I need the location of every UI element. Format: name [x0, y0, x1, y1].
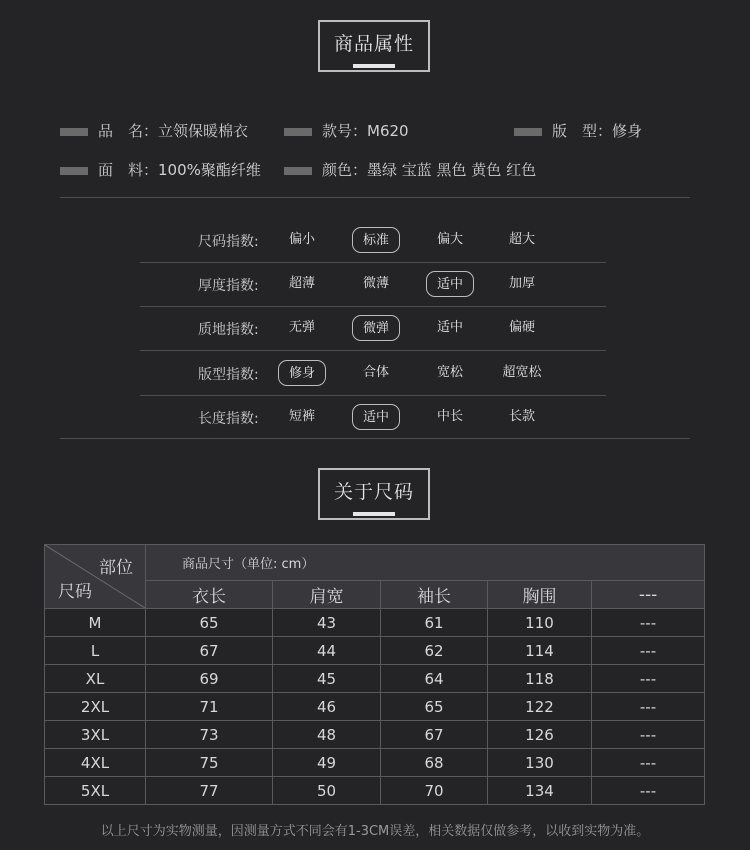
attr-fit-text: 版 型：修身: [552, 122, 643, 140]
measurement-cell: ---: [592, 637, 705, 665]
column-header: 衣长: [146, 581, 273, 609]
measurement-cell: 43: [273, 609, 381, 637]
measurement-cell: 44: [273, 637, 381, 665]
column-header: 胸围: [488, 581, 592, 609]
measurement-cell: 68: [381, 749, 488, 777]
index-option-selected: 标准: [352, 227, 400, 253]
index-label: 版型指数:: [198, 367, 259, 383]
column-header: 袖长: [381, 581, 488, 609]
attr-product-name: [60, 120, 248, 141]
index-label: 质地指数:: [198, 322, 259, 338]
measurement-cell: 110: [488, 609, 592, 637]
table-row: [45, 721, 705, 749]
index-option: 适中: [436, 320, 463, 335]
measurement-cell: 67: [146, 637, 273, 665]
index-label: 长度指数:: [198, 411, 259, 427]
measurement-cell: 114: [488, 637, 592, 665]
index-option: 合体: [362, 365, 389, 380]
bullet-block: [284, 128, 312, 136]
column-header: 肩宽: [273, 581, 381, 609]
size-cell: 4XL: [45, 749, 146, 777]
measurement-cell: 77: [146, 777, 273, 805]
index-option-selected: 适中: [352, 404, 400, 430]
measurement-cell: 49: [273, 749, 381, 777]
footnote: 以上尺寸为实物测量，因测量方式不同会有1-3CM误差，相关数据仅做参考，以收到实物为准。: [100, 824, 650, 839]
measurement-cell: 46: [273, 693, 381, 721]
attr-colors-text: 颜色：墨绿 宝蓝 黑色 黄色 红色: [322, 161, 537, 179]
divider: [60, 438, 690, 439]
measurement-cell: ---: [592, 777, 705, 805]
section-title-text: 商品属性: [333, 33, 414, 55]
attr-model-number: [284, 120, 409, 141]
index-option: 加厚: [508, 276, 535, 291]
corner-label-size: 尺码: [58, 582, 92, 602]
measurement-cell: 65: [146, 609, 273, 637]
table-row: [45, 609, 705, 637]
measurement-cell: 71: [146, 693, 273, 721]
measurement-cell: 73: [146, 721, 273, 749]
measurement-cell: 126: [488, 721, 592, 749]
table-row: [45, 693, 705, 721]
measurement-cell: 61: [381, 609, 488, 637]
table-row: [45, 637, 705, 665]
size-cell: 2XL: [45, 693, 146, 721]
title-underline: [353, 64, 395, 68]
measurement-cell: ---: [592, 665, 705, 693]
section-title-product-attributes: [318, 20, 430, 72]
index-row: [140, 306, 606, 350]
index-option: 微薄: [362, 276, 389, 291]
bullet-block: [60, 128, 88, 136]
size-cell: M: [45, 609, 146, 637]
index-option: 超大: [508, 232, 535, 247]
measurement-cell: 69: [146, 665, 273, 693]
title-underline: [353, 512, 395, 516]
measurement-cell: 62: [381, 637, 488, 665]
attr-fabric-text: 面 料：100%聚酯纤维: [98, 161, 261, 179]
section-title-about-size: [318, 468, 430, 520]
measurement-cell: 67: [381, 721, 488, 749]
size-cell: L: [45, 637, 146, 665]
divider: [60, 197, 690, 198]
unit-note: 商品尺寸（单位: cm）: [146, 545, 705, 581]
index-option: 偏大: [436, 232, 463, 247]
index-option: 短裤: [288, 409, 315, 424]
index-option: 长款: [508, 409, 535, 424]
index-row: [140, 262, 606, 306]
bullet-block: [60, 167, 88, 175]
measurement-cell: 75: [146, 749, 273, 777]
index-option: 超宽松: [502, 365, 542, 380]
attr-colors: [284, 159, 536, 180]
index-option-selected: 修身: [278, 360, 326, 386]
index-row: [140, 395, 606, 439]
section-title-text: 关于尺码: [333, 481, 414, 503]
measurement-cell: 134: [488, 777, 592, 805]
index-row: [140, 218, 606, 262]
measurement-cell: 130: [488, 749, 592, 777]
index-option-selected: 微弹: [352, 315, 400, 341]
size-cell: 3XL: [45, 721, 146, 749]
measurement-cell: 45: [273, 665, 381, 693]
size-cell: XL: [45, 665, 146, 693]
index-label: 厚度指数:: [198, 278, 259, 294]
column-header: ---: [592, 581, 705, 609]
bullet-block: [514, 128, 542, 136]
index-option: 偏硬: [508, 320, 535, 335]
index-option: 偏小: [288, 232, 315, 247]
measurement-cell: ---: [592, 721, 705, 749]
index-option: 中长: [436, 409, 463, 424]
attr-model-number-text: 款号：M620: [322, 122, 409, 140]
measurement-cell: ---: [592, 749, 705, 777]
size-table: [44, 544, 705, 805]
measurement-cell: 118: [488, 665, 592, 693]
measurement-cell: ---: [592, 693, 705, 721]
attr-product-name-text: 品 名：立领保暖棉衣: [98, 122, 249, 140]
attr-fabric: [60, 159, 261, 180]
table-row: [45, 749, 705, 777]
index-option-selected: 适中: [426, 271, 474, 297]
size-cell: 5XL: [45, 777, 146, 805]
index-option: 超薄: [288, 276, 315, 291]
index-label: 尺码指数:: [198, 234, 259, 250]
index-option: 无弹: [288, 320, 315, 335]
bullet-block: [284, 167, 312, 175]
attr-fit: [514, 120, 642, 141]
table-row: [45, 665, 705, 693]
measurement-cell: ---: [592, 609, 705, 637]
index-option: 宽松: [436, 365, 463, 380]
measurement-cell: 64: [381, 665, 488, 693]
measurement-cell: 48: [273, 721, 381, 749]
measurement-cell: 70: [381, 777, 488, 805]
table-row: [45, 777, 705, 805]
corner-label-part: 部位: [99, 558, 133, 578]
measurement-cell: 122: [488, 693, 592, 721]
table-header-row: [45, 545, 705, 581]
index-row: [140, 351, 606, 395]
table-corner-cell: [45, 545, 146, 609]
measurement-cell: 65: [381, 693, 488, 721]
measurement-cell: 50: [273, 777, 381, 805]
